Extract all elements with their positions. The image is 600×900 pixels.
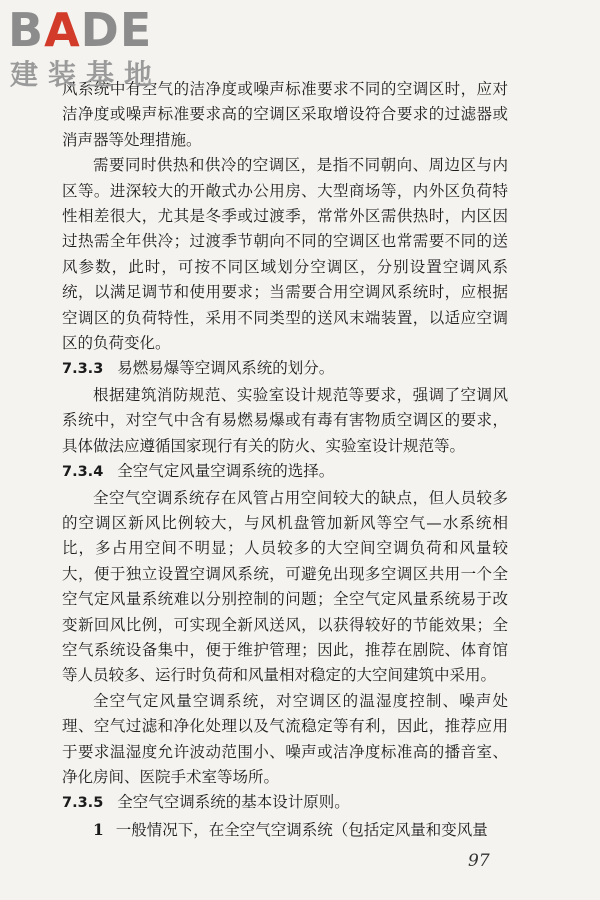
paragraph: 需要同时供热和供冷的空调区，是指不同朝向、周边区与内区等。进深较大的开敞式办公用房、大型商场等，内外区负荷特性相差很大，尤其是冬季或过渡季，常常外区需供热时，内区因过热需全年供冷；过渡季节朝向不同的空调区也常需要不同的送风参数，此时，可按不同区域划分空调区，分别设置空调风系统，以满足调节和使用要求；当需要合用空调风系统时，应根据空调区的负荷特性，采用不同类型的送风末端装置，以适应空调区的负荷变化。	[62, 156, 508, 353]
section-number: 7.3.5	[62, 795, 104, 812]
item-text: 一般情况下，在全空气空调系统（包括定风量和变风量	[115, 820, 488, 839]
paragraph: 根据建筑消防规范、实验室设计规范等要求，强调了空调风系统中，对空气中含有易燃易爆或有毒有害物质空调区的要求，具体做法应遵循国家现行有关的防火、实验室设计规范等。	[62, 385, 508, 455]
logo-subtitle: 建装基地	[10, 58, 163, 91]
section-title: 易燃易爆等空调风系统的划分。	[117, 359, 335, 378]
watermark-logo	[8, 4, 183, 98]
section-heading	[62, 459, 508, 485]
paragraph: 全空气定风量空调系统，对空调区的温湿度控制、噪声处理、空气过滤和净化处理以及气流稳定等有利，因此，推荐应用于要求温湿度允许波动范围小、噪声或洁净度标准高的播音室、净化房间、医院手术室等场所。	[62, 691, 508, 786]
paragraph: 风系统中有空气的洁净度或噪声标准要求不同的空调区时，应对洁净度或噪声标准要求高的空调区采取增设符合要求的过滤器或消声器等处理措施。	[62, 80, 508, 149]
item-number: 1	[93, 819, 104, 839]
section-heading	[62, 790, 508, 816]
section-number: 7.3.3	[62, 361, 104, 378]
page-number: 97	[468, 851, 490, 871]
logo-wordmark: BADE	[8, 3, 153, 57]
paragraph: 全空气空调系统存在风管占用空间较大的缺点，但人员较多的空调区新风比例较大，与风机盘管加新风等空气—水系统相比，多占用空间不明显；人员较多的大空间空调负荷和风量较大，便于独立设置空调风系统，可避免出现多空调区共用一个全空气定风量系统难以分别控制的问题；全空气定风量系统易于改变新回风比例，可实现全新风送风，以获得较好的节能效果；全空气系统设备集中，便于维护管理；因此，推荐在剧院、体育馆等人员较多、运行时负荷和风量相对稳定的大空间建筑中采用。	[62, 488, 508, 685]
section-title: 全空气空调系统的基本设计原则。	[117, 793, 350, 812]
section-title: 全空气定风量空调系统的选择。	[117, 462, 335, 481]
section-heading	[62, 356, 508, 382]
list-item	[62, 817, 508, 843]
body-text	[62, 77, 508, 843]
section-number: 7.3.4	[62, 464, 104, 481]
